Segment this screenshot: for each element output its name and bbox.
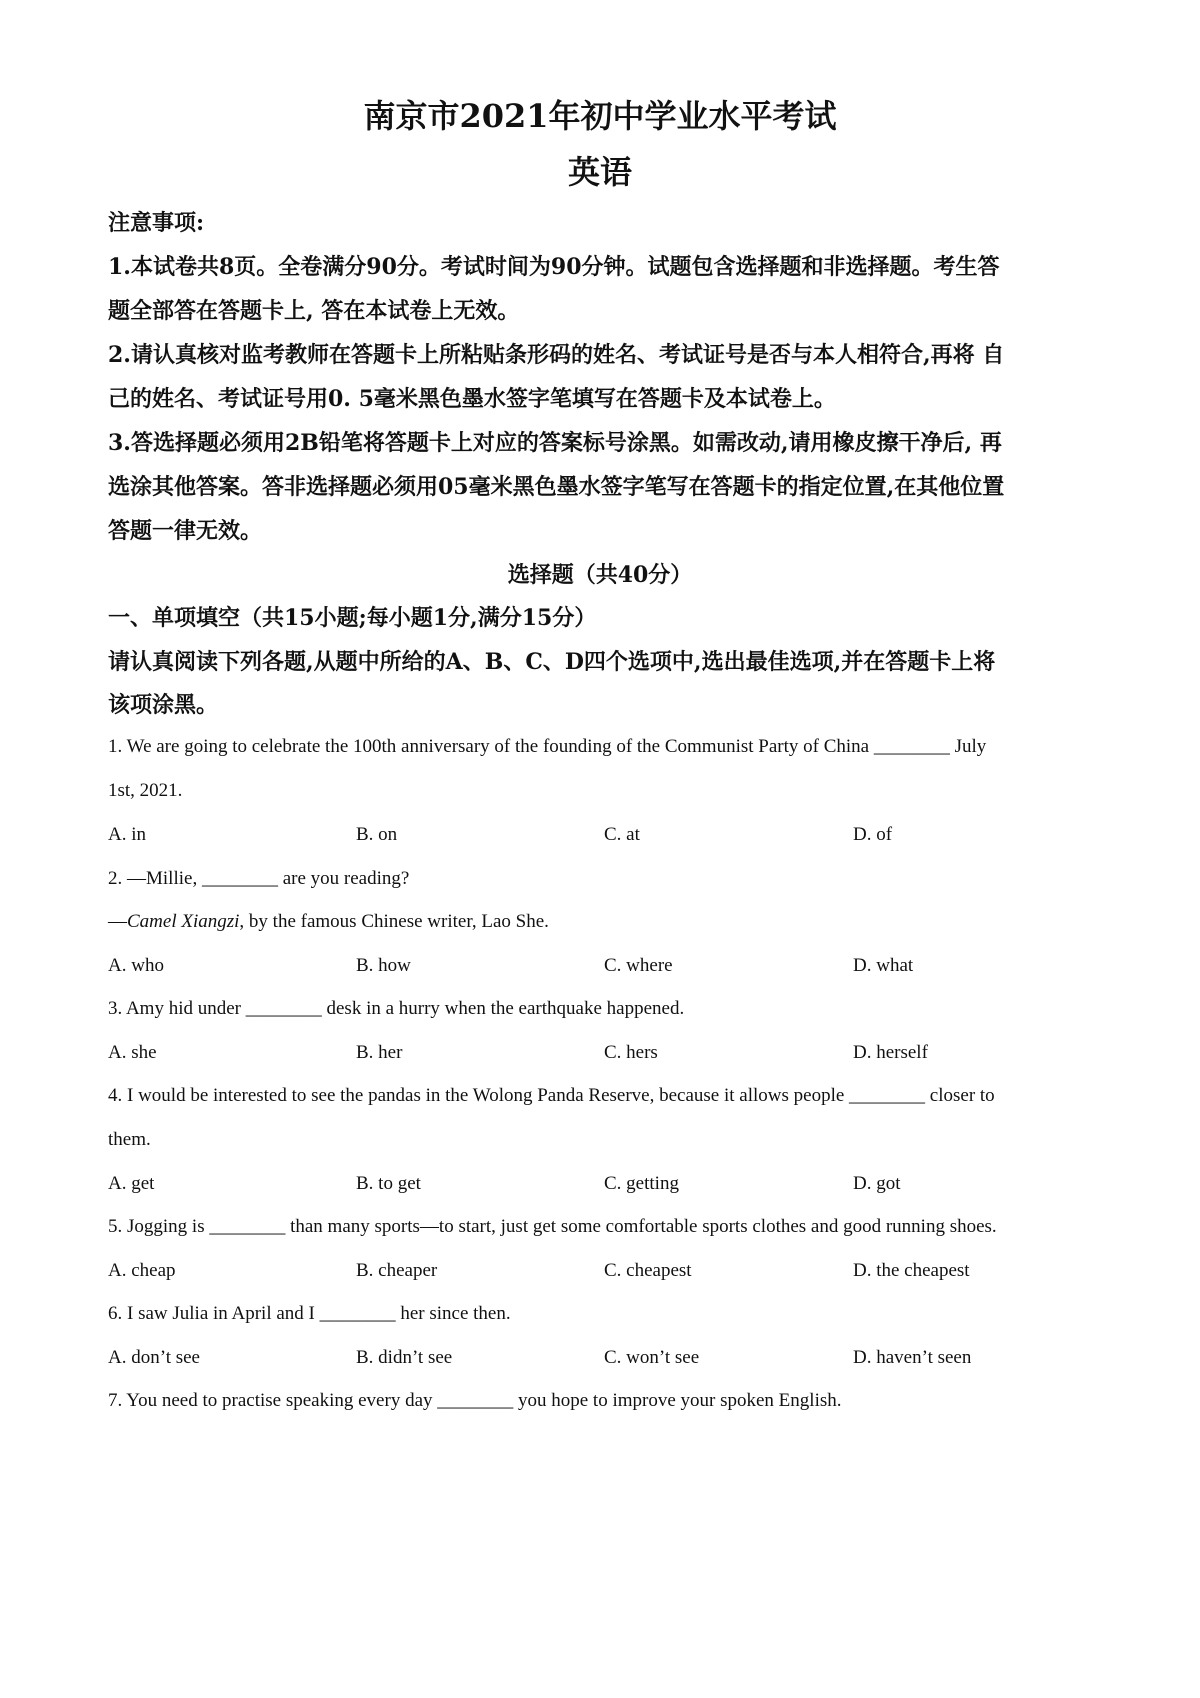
question-3-option-b: B. her [356,1042,403,1063]
question-1-option-a: A. in [108,824,146,845]
question-5-option-c: C. cheapest [604,1260,692,1281]
instruction-line: 该项涂黑。 [108,692,219,718]
question-4-option-d: D. got [853,1173,901,1194]
question-2-option-b: B. how [356,955,411,976]
question-7-text: 7. You need to practise speaking every day ________ you hope to improve your spoken English. [108,1390,842,1411]
question-1-text-cont: 1st, 2021. [108,780,183,801]
question-3-text: 3. Amy hid under ________ desk in a hurry when the earthquake happened. [108,998,685,1019]
part-title: 一、单项填空（共15小题;每小题1分,满分15分） [108,605,597,631]
notice-line: 题全部答在答题卡上, 答在本试卷上无效。 [108,298,520,324]
dash: — [108,911,127,932]
question-4-text: 4. I would be interested to see the pandas in the Wolong Panda Reserve, because it allows people ________ closer to [108,1085,995,1106]
question-4-option-a: A. get [108,1173,155,1194]
question-6-option-d: D. haven’t seen [853,1347,972,1368]
question-5-option-b: B. cheaper [356,1260,438,1281]
question-1-text: 1. We are going to celebrate the 100th anniversary of the founding of the Communist Party of China ________ July [108,736,987,757]
subject-title: 英语 [567,153,632,191]
question-6-option-a: A. don’t see [108,1347,200,1368]
question-5-option-a: A. cheap [108,1260,176,1281]
notice-heading: 注意事项: [108,210,205,236]
question-3-option-c: C. hers [604,1042,658,1063]
question-2-answer-line [108,909,1108,935]
question-2-option-c: C. where [604,955,673,976]
question-4-option-c: C. getting [604,1173,679,1194]
section-title: 选择题（共40分） [507,562,693,588]
answer-rest: , by the famous Chinese writer, Lao She. [239,911,549,932]
question-3-option-a: A. she [108,1042,157,1063]
question-6-option-c: C. won’t see [604,1347,700,1368]
question-1-option-c: C. at [604,824,640,845]
question-1-option-b: B. on [356,824,398,845]
instruction-line: 请认真阅读下列各题,从题中所给的A、B、C、D四个选项中,选出最佳选项,并在答题卡上将 [108,649,996,675]
question-5-text: 5. Jogging is ________ than many sports—to start, just get some comfortable sports clothes and good running shoes. [108,1216,997,1237]
question-4-text-cont: them. [108,1129,151,1150]
notice-line: 己的姓名、考试证号用0. 5毫米黑色墨水签字笔填写在答题卡及本试卷上。 [108,386,836,412]
question-2-option-d: D. what [853,955,914,976]
notice-line: 2.请认真核对监考教师在答题卡上所粘贴条形码的姓名、考试证号是否与本人相符合,再将 自 [108,342,1005,368]
question-2-option-a: A. who [108,955,164,976]
notice-line: 选涂其他答案。答非选择题必须用05毫米黑色墨水签字笔写在答题卡的指定位置,在其他位置 [108,474,1005,500]
question-4-option-b: B. to get [356,1173,421,1194]
question-3-option-d: D. herself [853,1042,928,1063]
question-6-option-b: B. didn’t see [356,1347,453,1368]
notice-line: 1.本试卷共8页。全卷满分90分。考试时间为90分钟。试题包含选择题和非选择题。考生答 [108,254,1000,280]
question-2-text: 2. —Millie, ________ are you reading? [108,868,410,889]
question-6-text: 6. I saw Julia in April and I ________ her since then. [108,1303,511,1324]
notice-line: 答题一律无效。 [108,518,263,544]
exam-title: 南京市2021年初中学业水平考试 [363,97,837,135]
notice-line: 3.答选择题必须用2B铅笔将答题卡上对应的答案标号涂黑。如需改动,请用橡皮擦干净后, 再 [108,430,1002,456]
book-title: Camel Xiangzi [127,911,240,932]
question-1-option-d: D. of [853,824,893,845]
question-5-option-d: D. the cheapest [853,1260,970,1281]
